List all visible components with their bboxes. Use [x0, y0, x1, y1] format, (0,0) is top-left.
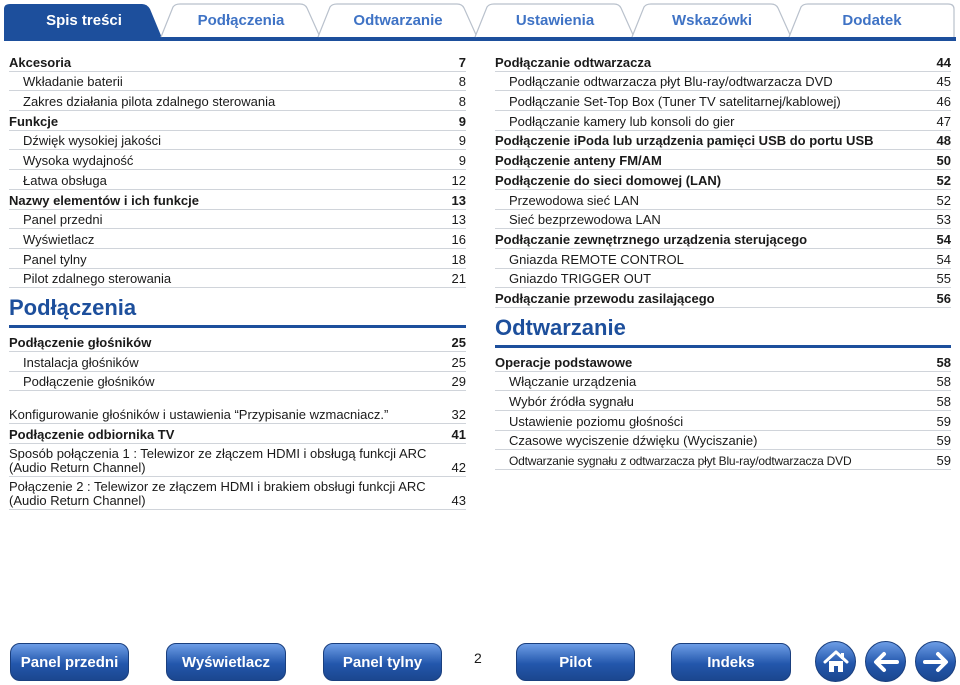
tab-ustawienia[interactable]: [474, 3, 636, 38]
toc-entry-row[interactable]: [9, 249, 466, 269]
arrow-left-icon: [871, 647, 901, 677]
toc-heading-row[interactable]: [495, 150, 951, 170]
tab-odtwarzanie[interactable]: [317, 3, 479, 38]
tab-label: Spis treści: [46, 12, 122, 29]
toc-page-number: 16: [451, 231, 466, 247]
toc-heading-row[interactable]: [9, 111, 466, 131]
button-label: Panel przedni: [20, 653, 119, 671]
toc-entry-label: Podłączenie iPoda lub urządzenia pamięci USB do portu USB: [495, 133, 874, 149]
toc-entry-label: Sieć bezprzewodowa LAN: [509, 212, 661, 228]
toc-entry-label: Dźwięk wysokiej jakości: [23, 133, 161, 149]
toc-entry-label: Wybór źródła sygnału: [509, 394, 634, 409]
toc-entry-label: Przewodowa sieć LAN: [509, 192, 640, 208]
tab-wskazowki[interactable]: [631, 3, 793, 38]
toc-heading-row[interactable]: [495, 170, 951, 190]
toc-entry-label: Funkcje: [9, 113, 59, 129]
toc-heading-row[interactable]: [9, 332, 466, 352]
tab-spis-tresci[interactable]: [4, 3, 164, 38]
toc-entry-label: Podłączenie do sieci domowej (LAN): [495, 172, 722, 188]
toc-entry-row[interactable]: [9, 72, 466, 92]
tab-label: Odtwarzanie: [353, 12, 443, 29]
toc-entry-row[interactable]: [9, 150, 466, 170]
toc-page-number: 59: [936, 413, 951, 429]
toc-entry-label: Włączanie urządzenia: [509, 374, 637, 390]
toc-entry-row[interactable]: [495, 269, 951, 289]
toc-entry-label: Podłączanie kamery lub konsoli do gier: [509, 113, 735, 129]
indeks-button[interactable]: [671, 643, 791, 681]
toc-heading-row[interactable]: [495, 288, 951, 308]
toc-page-number: 48: [936, 133, 951, 149]
toc-heading-row[interactable]: [495, 352, 951, 372]
tab-podlaczenia[interactable]: [160, 3, 322, 38]
toc-entry-label: Nazwy elementów i ich funkcje: [9, 192, 199, 208]
toc-left-column: [9, 52, 466, 510]
toc-entry-label: Panel przedni: [23, 212, 103, 228]
toc-entry-label: Podłączenie anteny FM/AM: [495, 153, 662, 169]
tab-label: Dodatek: [842, 12, 902, 29]
toc-page-number: 46: [936, 94, 951, 110]
back-button[interactable]: [865, 641, 906, 682]
toc-heading-row[interactable]: [9, 190, 466, 210]
panel-tylny-button[interactable]: [323, 643, 442, 681]
toc-page-number: 47: [936, 113, 951, 129]
toc-entry-label: Czasowe wyciszenie dźwięku (Wyciszanie): [509, 433, 758, 449]
toc-heading-row[interactable]: [9, 52, 466, 72]
toc-page-number: 44: [936, 54, 951, 70]
top-tab-bar: [0, 0, 960, 44]
toc-page-number: 56: [936, 290, 951, 306]
toc-heading-row[interactable]: [495, 52, 951, 72]
toc-entry-label: Podłączanie odtwarzacza: [495, 54, 652, 70]
toc-entry-label: Wkładanie baterii: [23, 74, 123, 90]
button-label: Pilot: [559, 653, 592, 671]
toc-entry-label: Instalacja głośników: [23, 354, 139, 370]
toc-page-number: 58: [936, 354, 951, 370]
toc-heading-row[interactable]: [495, 131, 951, 151]
toc-entry-row[interactable]: [9, 352, 466, 372]
toc-page-number: 21: [451, 271, 466, 287]
toc-page-number: 42: [451, 460, 466, 475]
toc-group-podlaczenia-cont: [495, 52, 951, 308]
toc-entry-row[interactable]: [495, 450, 951, 470]
toc-entry-label: Podłączanie Set-Top Box (Tuner TV satelitarnej/kablowej): [509, 94, 841, 110]
toc-page-number: 52: [936, 192, 951, 208]
toc-entry-row[interactable]: [9, 372, 466, 392]
toc-entry-label: Połączenie 2 : Telewizor ze złączem HDMI i brakiem obsługi funkcji ARC (Audio Return Channel): [9, 479, 426, 508]
toc-page-number: 53: [936, 212, 951, 228]
toc-entry-row[interactable]: [495, 391, 951, 411]
toc-entry-label: Podłączanie przewodu zasilającego: [495, 290, 715, 306]
toc-entry-row[interactable]: [495, 210, 951, 230]
toc-entry-row[interactable]: [9, 170, 466, 190]
toc-page-number: 29: [451, 374, 466, 390]
page-number: 2: [474, 650, 482, 666]
toc-entry-label: Wysoka wydajność: [23, 153, 134, 169]
toc-entry-label: Akcesoria: [9, 54, 72, 70]
tab-label: Wskazówki: [671, 12, 753, 29]
tab-label: Podłączenia: [197, 12, 285, 29]
toc-page-number: 25: [451, 354, 466, 370]
toc-entry-label: Łatwa obsługa: [23, 172, 107, 188]
toc-page-number: 55: [936, 271, 951, 287]
toc-page-number: 8: [458, 94, 466, 110]
button-label: Indeks: [707, 653, 755, 671]
toc-entry-row[interactable]: [9, 229, 466, 249]
toc-page-number: 45: [936, 74, 951, 90]
panel-przedni-button[interactable]: [10, 643, 129, 681]
tab-label: Ustawienia: [515, 12, 595, 29]
toc-page-number: 41: [451, 427, 466, 442]
toc-entry-label: Podłączenie głośników: [23, 374, 155, 390]
toc-entry-label: Podłączenie odbiornika TV: [9, 427, 175, 442]
section-title-odtwarzanie: Odtwarzanie: [495, 308, 951, 348]
home-button[interactable]: [815, 641, 856, 682]
home-icon: [821, 647, 851, 677]
toc-entry-label: Operacje podstawowe: [495, 354, 633, 370]
toc-group-podlaczenia: [9, 332, 466, 510]
button-label: Panel tylny: [342, 653, 423, 671]
toc-entry-row[interactable]: [9, 477, 466, 510]
toc-entry-label: Pilot zdalnego sterowania: [23, 271, 172, 287]
toc-page-number: 18: [451, 251, 466, 267]
toc-page-number: 52: [936, 172, 951, 188]
toc-entry-label: Gniazdo TRIGGER OUT: [509, 271, 652, 287]
toc-heading-row[interactable]: [9, 424, 466, 444]
toc-entry-row[interactable]: [495, 190, 951, 210]
toc-entry-label: Panel tylny: [23, 251, 87, 267]
toc-entry-label: Podłączanie odtwarzacza płyt Blu-ray/odtwarzacza DVD: [509, 74, 833, 90]
toc-entry-label: Sposób połączenia 1 : Telewizor ze złączem HDMI i obsługą funkcji ARC (Audio Return Channel): [9, 446, 427, 475]
toc-entry-label: Podłączanie zewnętrznego urządzenia sterującego: [495, 231, 808, 247]
button-label: Wyświetlacz: [181, 653, 271, 671]
toc-group-general: [9, 52, 466, 288]
toc-page-number: 9: [458, 133, 466, 149]
toc-entry-row[interactable]: [9, 391, 466, 424]
toc-entry-row[interactable]: [9, 444, 466, 477]
tab-dodatek[interactable]: [788, 3, 956, 38]
wyswietlacz-button[interactable]: [166, 643, 286, 681]
toc-page-number: 8: [458, 74, 466, 90]
toc-entry-label: Odtwarzanie sygnału z odtwarzacza płyt Blu-ray/odtwarzacza DVD: [509, 454, 852, 469]
toc-entry-row[interactable]: [495, 372, 951, 392]
toc-page-number: 58: [936, 394, 951, 409]
toc-page-number: 12: [451, 172, 466, 188]
toc-entry-row[interactable]: [495, 411, 951, 431]
toc-entry-label: Wyświetlacz: [23, 231, 95, 247]
toc-page-number: 43: [451, 493, 466, 508]
toc-entry-row[interactable]: [9, 91, 466, 111]
toc-entry-row[interactable]: [495, 72, 951, 92]
toc-entry-row[interactable]: [495, 431, 951, 451]
toc-entry-label: Podłączenie głośników: [9, 334, 152, 350]
toc-entry-row[interactable]: [495, 111, 951, 131]
pilot-button[interactable]: [516, 643, 635, 681]
toc-page-number: 13: [451, 212, 466, 228]
toc-entry-label: Gniazda REMOTE CONTROL: [509, 251, 684, 267]
toc-page-number: 59: [936, 453, 951, 469]
section-title-podlaczenia: Podłączenia: [9, 288, 466, 328]
toc-page-number: 9: [458, 153, 466, 169]
toc-page-number: 7: [458, 54, 466, 70]
toc-page-number: 50: [936, 153, 951, 169]
toc-page-number: 54: [936, 231, 951, 247]
toc-right-column: [495, 52, 951, 470]
toc-page-number: 13: [451, 192, 466, 208]
toc-entry-label: Zakres działania pilota zdalnego sterowania: [23, 94, 276, 110]
toc-entry-row[interactable]: [495, 249, 951, 269]
toc-page-number: 9: [458, 113, 466, 129]
toc-page-number: 32: [451, 407, 466, 423]
toc-entry-row[interactable]: [9, 210, 466, 230]
toc-group-odtwarzanie: [495, 352, 951, 470]
toc-heading-row[interactable]: [495, 229, 951, 249]
toc-page-number: 54: [936, 251, 951, 267]
toc-entry-label: Ustawienie poziomu głośności: [509, 413, 684, 429]
toc-entry-row[interactable]: [495, 91, 951, 111]
toc-page-number: 58: [936, 374, 951, 390]
arrow-right-icon: [921, 647, 951, 677]
toc-entry-row[interactable]: [9, 131, 466, 151]
toc-page-number: 59: [936, 433, 951, 449]
forward-button[interactable]: [915, 641, 956, 682]
toc-page-number: 25: [451, 334, 466, 350]
toc-entry-label: Konfigurowanie głośników i ustawienia “Przypisanie wzmacniacz.”: [9, 407, 389, 423]
toc-entry-row[interactable]: [9, 269, 466, 289]
